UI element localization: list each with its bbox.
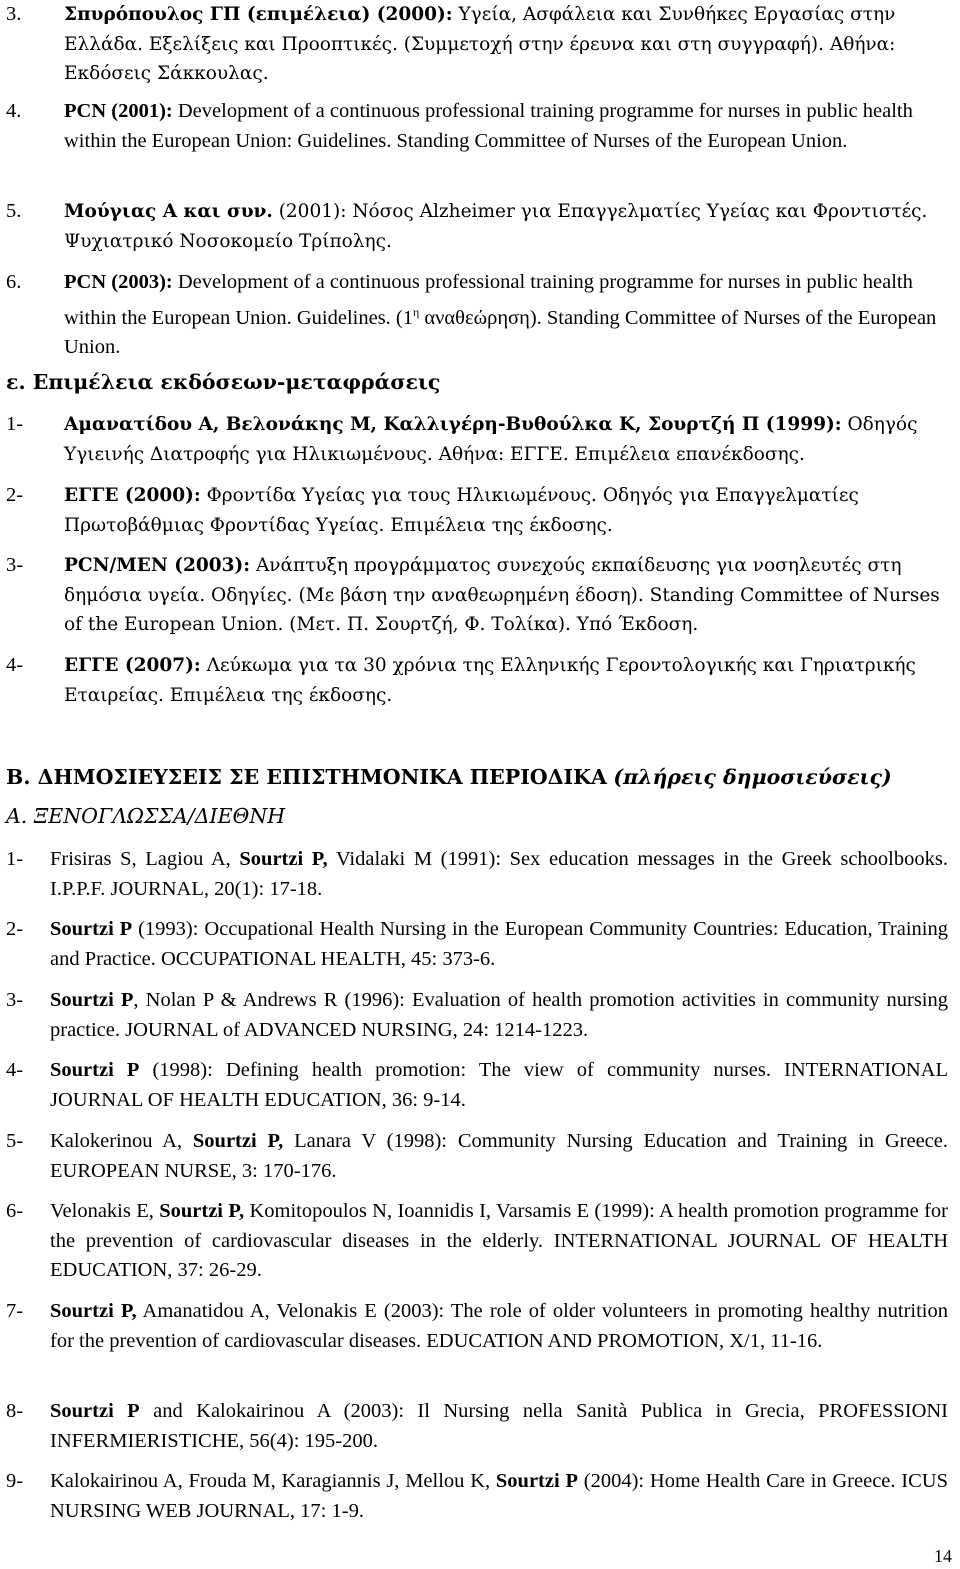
pub-details: (1993): Occupational Health Nursing in the European Community Countries: Education, Training and Practice. OCCUPATIONAL HEALTH, 45: 373-6.	[50, 918, 949, 970]
section-b-title: Β. ΔΗΜΟΣΙΕΥΣΕΙΣ ΣΕ ΕΠΙΣΤΗΜΟΝΙΚΑ ΠΕΡΙΟΔΙΚΑ	[6, 765, 607, 789]
reference-item	[0, 97, 948, 156]
item-number: 1-	[6, 848, 24, 870]
reference-text: Φροντίδα Υγείας για τους Ηλικιωμένους. Οδηγός για Επαγγελματίες Πρωτοβάθμιας Φροντίδας Υγείας. Επιμέλεια της έκδοσης.	[64, 485, 859, 536]
reference-text: αναθεώρηση). Standing Committee of Nurses of the European Union.	[64, 306, 937, 358]
reference-authors: Μούγιας Α και συν.	[64, 201, 273, 222]
section-heading: ε. Επιμέλεια εκδόσεων-μεταφράσεις	[6, 370, 441, 394]
pub-highlight-author: Sourtzi P	[495, 1470, 578, 1492]
item-number: 2-	[6, 918, 24, 940]
pub-highlight-author: Sourtzi P	[50, 1059, 140, 1081]
item-number: 3-	[6, 989, 24, 1011]
reference-authors: PCN (2003):	[64, 271, 173, 293]
reference-authors: ΕΓΓΕ (2000):	[64, 485, 201, 506]
reference-text: Development of a continuous professional training programme for nurses in public health within the European Union. Guidelines. (1	[64, 271, 913, 329]
section-b-heading	[6, 763, 892, 793]
item-number: 6.	[6, 271, 22, 293]
page-number: 14	[934, 1546, 952, 1566]
publication-item	[0, 1197, 948, 1286]
item-number: 2-	[6, 484, 24, 506]
publication-item	[0, 845, 948, 904]
pub-details: Amanatidou A, Velonakis E (2003): The role of older volunteers in promoting healthy nutrition for the prevention of cardiovascular diseases. EDUCATION AND PROMOTION, X/1, 11-16.	[50, 1300, 948, 1352]
pub-highlight-author: Sourtzi P	[50, 918, 133, 940]
reference-item	[0, 0, 948, 89]
pub-authors: Velonakis E,	[50, 1200, 160, 1222]
pub-details: (1998): Defining health promotion: The view of community nurses. INTERNATIONAL JOURNAL OF HEALTH EDUCATION, 36: 9-14.	[50, 1059, 949, 1111]
reference-authors: ΕΓΓΕ (2007):	[64, 655, 201, 676]
reference-text: Υγεία, Ασφάλεια και Συνθήκες Εργασίας στην Ελλάδα. Εξελίξεις και Προοπτικές. (Συμμετοχή στην έρευνα και στη συγγραφή). Αθήνα: Εκδόσεις Σάκκουλας.	[64, 4, 896, 84]
pub-highlight-author: Sourtzi P	[50, 989, 134, 1011]
reference-item	[0, 268, 948, 362]
item-number: 5-	[6, 1130, 24, 1152]
pub-details: (2004): Home Health Care in Greece. ICUS NURSING WEB JOURNAL, 17: 1-9.	[50, 1470, 949, 1522]
reference-authors: PCN/MEN (2003):	[64, 555, 251, 576]
item-number: 3.	[6, 3, 22, 25]
item-number: 7-	[6, 1300, 24, 1322]
pub-details: Komitopoulos N, Ioannidis I, Varsamis E (1999): A health promotion programme for the prevention of cardiovascular diseases in the elderly. INTERNATIONAL JOURNAL OF HEALTH EDUCATION, 37: 26-29.	[50, 1200, 948, 1281]
publication-item	[0, 1467, 948, 1526]
superscript: η	[413, 304, 420, 319]
pub-highlight-author: Sourtzi P,	[239, 848, 328, 870]
reference-text: Ανάπτυξη προγράμματος συνεχούς εκπαίδευσης για νοσηλευτές στη δημόσια υγεία. Οδηγίες. (Με βάση την αναθεωρημένη έδοση). Standing Committee of Nurses of the European Union. (Μετ. Π. Σουρτζή, Φ. Τολίκα). Υπό Έκδοση.	[64, 555, 940, 635]
editing-item	[0, 651, 948, 710]
editing-item	[0, 410, 948, 469]
pub-highlight-author: Sourtzi P,	[50, 1300, 137, 1322]
pub-details: Vidalaki M (1991): Sex education messages in the Greek schoolbooks. I.P.P.F. JOURNAL, 20(1): 17-18.	[50, 848, 948, 900]
item-number: 8-	[6, 1400, 24, 1422]
item-number: 4.	[6, 100, 22, 122]
subsection-heading: Α. ΞΕΝΟΓΛΩΣΣΑ/ΔΙΕΘΝΗ	[6, 804, 286, 828]
pub-highlight-author: Sourtzi P,	[159, 1200, 245, 1222]
pub-details: Lanara V (1998): Community Nursing Education and Training in Greece. EUROPEAN NURSE, 3: 170-176.	[50, 1130, 949, 1182]
pub-details: and Kalokairinou A (2003): Il Nursing nella Sanità Publica in Grecia, PROFESSIONI INFERMIERISTICHE, 56(4): 195-200.	[50, 1400, 948, 1452]
item-number: 4-	[6, 1059, 24, 1081]
reference-text: Development of a continuous professional training programme for nurses in public health within the European Union: Guidelines. Standing Committee of Nurses of the European Union.	[64, 100, 913, 152]
reference-authors: Σπυρόπουλος ΓΠ (επιμέλεια) (2000):	[64, 4, 453, 25]
pub-authors: Kalokerinou A,	[50, 1130, 193, 1152]
editing-item	[0, 481, 948, 540]
publication-item	[0, 915, 948, 974]
publication-item	[0, 1127, 948, 1186]
pub-authors: Frisiras S, Lagiou A,	[50, 848, 240, 870]
pub-highlight-author: Sourtzi P,	[192, 1130, 284, 1152]
reference-text: Λεύκωμα για τα 30 χρόνια της Ελληνικής Γεροντολογικής και Γηριατρικής Εταιρείας. Επιμέλεια της έκδοσης.	[64, 655, 916, 706]
reference-authors: PCN (2001):	[64, 100, 173, 122]
publication-item	[0, 1056, 948, 1115]
pub-details: , Nolan P & Andrews R (1996): Evaluation of health promotion activities in community nursing practice. JOURNAL of ADVANCED NURSING, 24: 1214-1223.	[50, 989, 948, 1041]
reference-authors: Αμανατίδου Α, Βελονάκης Μ, Καλλιγέρη-Βυθούλκα Κ, Σουρτζή Π (1999):	[64, 414, 842, 435]
item-number: 4-	[6, 654, 24, 676]
item-number: 5.	[6, 200, 22, 222]
reference-item	[0, 197, 948, 256]
section-b-subtitle: (πλήρεις δημοσιεύσεις)	[613, 765, 892, 789]
item-number: 1-	[6, 413, 24, 435]
pub-highlight-author: Sourtzi P	[50, 1400, 140, 1422]
publication-item	[0, 1397, 948, 1456]
item-number: 9-	[6, 1470, 24, 1492]
item-number: 6-	[6, 1200, 24, 1222]
editing-item	[0, 551, 948, 640]
reference-text: Οδηγός Υγιεινής Διατροφής για Ηλικιωμένους. Αθήνα: ΕΓΓΕ. Επιμέλεια επανέκδοσης.	[64, 414, 918, 465]
publication-item	[0, 986, 948, 1045]
item-number: 3-	[6, 554, 24, 576]
publication-item	[0, 1297, 948, 1356]
pub-authors: Kalokairinou A, Frouda M, Karagiannis J, Mellou K,	[50, 1470, 496, 1492]
reference-text: (2001): Νόσος Alzheimer για Επαγγελματίες Υγείας και Φροντιστές. Ψυχιατρικό Νοσοκομείο Τρίπολης.	[64, 201, 928, 252]
